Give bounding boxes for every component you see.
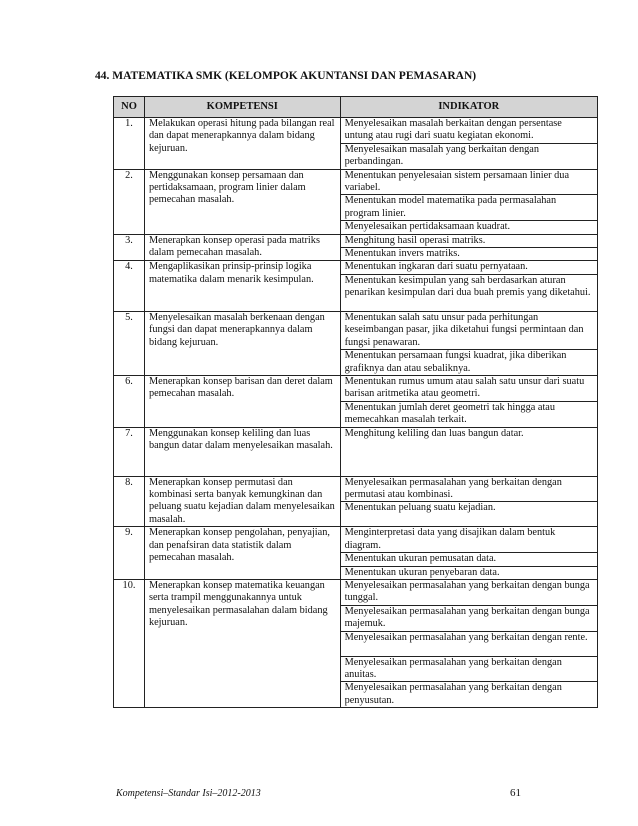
header-indikator: INDIKATOR bbox=[340, 97, 597, 118]
row-number: 9. bbox=[114, 527, 145, 580]
kompetensi-cell: Menyelesaikan masalah berkenaan dengan fungsi dan dapat menerapkannya dalam bidang kejuruan. bbox=[144, 311, 340, 375]
row-number: 6. bbox=[114, 375, 145, 427]
kompetensi-cell: Menerapkan konsep operasi pada matriks dalam pemecahan masalah. bbox=[144, 234, 340, 261]
indikator-cell: Menentukan salah satu unsur pada perhitungan keseimbangan pasar, jika diketahui fungsi permintaan dan fungsi penawaran. bbox=[340, 311, 597, 349]
indikator-cell: Menyelesaikan permasalahan yang berkaitan dengan penyusutan. bbox=[340, 682, 597, 708]
competency-table bbox=[113, 96, 598, 708]
table-row bbox=[114, 476, 598, 502]
page-footer bbox=[116, 788, 598, 799]
indikator-cell: Menentukan peluang suatu kejadian. bbox=[340, 502, 597, 527]
indikator-cell: Menentukan invers matriks. bbox=[340, 248, 597, 261]
footer-text: Kompetensi–Standar Isi–2012-2013 bbox=[116, 788, 261, 799]
kompetensi-cell: Menerapkan konsep pengolahan, penyajian, dan penafsiran data statistik dalam pemecahan masalah. bbox=[144, 527, 340, 580]
kompetensi-cell: Melakukan operasi hitung pada bilangan real dan dapat menerapkannya dalam bidang kejuruan. bbox=[144, 118, 340, 170]
kompetensi-cell: Menerapkan konsep matematika keuangan serta trampil menggunakannya untuk menyelesaikan permasalahan dalam bidang kejuruan. bbox=[144, 579, 340, 707]
row-number: 5. bbox=[114, 311, 145, 375]
table-row bbox=[114, 427, 598, 476]
table-row bbox=[114, 169, 598, 195]
indikator-cell: Menyelesaikan pertidaksamaan kuadrat. bbox=[340, 221, 597, 234]
kompetensi-cell: Mengaplikasikan prinsip-prinsip logika matematika dalam menarik kesimpulan. bbox=[144, 261, 340, 311]
indikator-cell: Menginterpretasi data yang disajikan dalam bentuk diagram. bbox=[340, 527, 597, 553]
indikator-cell: Menyelesaikan permasalahan yang berkaitan dengan bunga tunggal. bbox=[340, 579, 597, 605]
header-no: NO bbox=[114, 97, 145, 118]
row-number: 1. bbox=[114, 118, 145, 170]
kompetensi-cell: Menerapkan konsep barisan dan deret dalam pemecahan masalah. bbox=[144, 375, 340, 427]
kompetensi-cell: Menerapkan konsep permutasi dan kombinasi serta banyak kemungkinan dan peluang suatu kejadian dalam menyelesaikan masalah. bbox=[144, 476, 340, 527]
indikator-cell: Menyelesaikan masalah yang berkaitan dengan perbandingan. bbox=[340, 143, 597, 169]
table-row bbox=[114, 579, 598, 605]
kompetensi-cell: Menggunakan konsep persamaan dan pertidaksamaan, program linier dalam pemecahan masalah. bbox=[144, 169, 340, 234]
row-number: 2. bbox=[114, 169, 145, 234]
kompetensi-cell: Menggunakan konsep keliling dan luas bangun datar dalam menyelesaikan masalah. bbox=[144, 427, 340, 476]
indikator-cell: Menyelesaikan permasalahan yang berkaitan dengan anuitas. bbox=[340, 656, 597, 682]
table-row bbox=[114, 527, 598, 553]
indikator-cell: Menentukan ingkaran dari suatu pernyataan. bbox=[340, 261, 597, 274]
table-header-row bbox=[114, 97, 598, 118]
table-row bbox=[114, 118, 598, 144]
row-number: 4. bbox=[114, 261, 145, 311]
row-number: 7. bbox=[114, 427, 145, 476]
indikator-cell: Menyelesaikan permasalahan yang berkaitan dengan permutasi atau kombinasi. bbox=[340, 476, 597, 502]
indikator-cell: Menentukan model matematika pada permasalahan program linier. bbox=[340, 195, 597, 221]
table-row bbox=[114, 375, 598, 401]
indikator-cell: Menyelesaikan permasalahan yang berkaitan dengan bunga majemuk. bbox=[340, 605, 597, 631]
row-number: 8. bbox=[114, 476, 145, 527]
indikator-cell: Menentukan rumus umum atau salah satu unsur dari suatu barisan aritmetika atau geometri. bbox=[340, 375, 597, 401]
indikator-cell: Menyelesaikan permasalahan yang berkaitan dengan rente. bbox=[340, 631, 597, 656]
indikator-cell: Menghitung hasil operasi matriks. bbox=[340, 234, 597, 247]
document-title: 44. MATEMATIKA SMK (KELOMPOK AKUNTANSI DAN PEMASARAN) bbox=[95, 70, 477, 82]
page-number: 61 bbox=[510, 787, 521, 799]
table-row bbox=[114, 261, 598, 274]
indikator-cell: Menentukan penyelesaian sistem persamaan linier dua variabel. bbox=[340, 169, 597, 195]
table-row bbox=[114, 311, 598, 349]
indikator-cell: Menentukan kesimpulan yang sah berdasarkan aturan penarikan kesimpulan dari dua buah premis yang diketahui. bbox=[340, 274, 597, 311]
indikator-cell: Menentukan jumlah deret geometri tak hingga atau memecahkan masalah terkait. bbox=[340, 401, 597, 427]
indikator-cell: Menentukan persamaan fungsi kuadrat, jika diberikan grafiknya dan atau sebaliknya. bbox=[340, 350, 597, 376]
header-kompetensi: KOMPETENSI bbox=[144, 97, 340, 118]
indikator-cell: Menentukan ukuran pemusatan data. bbox=[340, 553, 597, 566]
row-number: 3. bbox=[114, 234, 145, 261]
table-body bbox=[114, 118, 598, 708]
table-row bbox=[114, 234, 598, 247]
row-number: 10. bbox=[114, 579, 145, 707]
indikator-cell: Menyelesaikan masalah berkaitan dengan persentase untung atau rugi dari suatu kegiatan ekonomi. bbox=[340, 118, 597, 144]
indikator-cell: Menentukan ukuran penyebaran data. bbox=[340, 566, 597, 579]
indikator-cell: Menghitung keliling dan luas bangun datar. bbox=[340, 427, 597, 476]
